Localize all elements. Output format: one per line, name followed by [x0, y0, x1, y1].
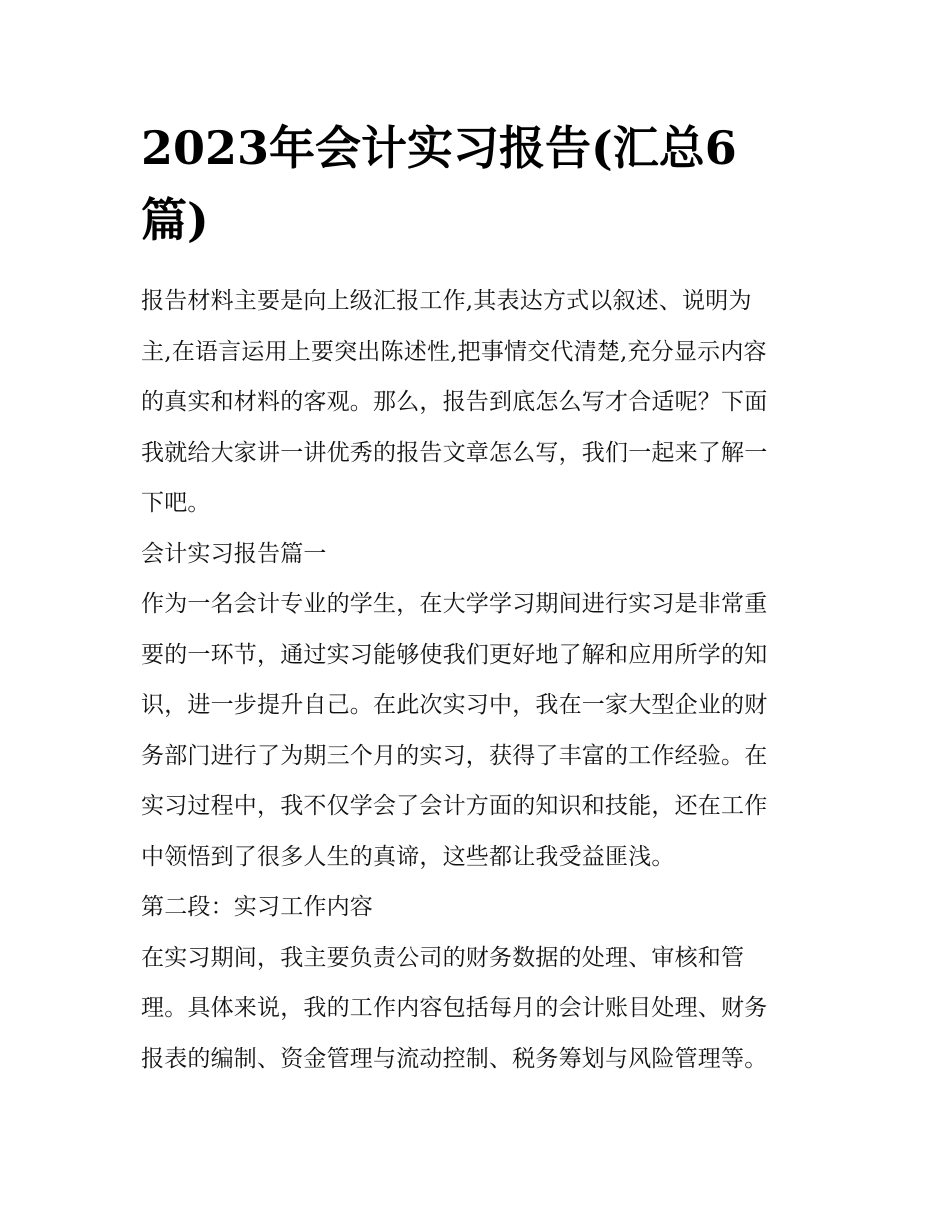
- intro-line-4: 我就给大家讲一讲优秀的报告文章怎么写，我们一起来了解一: [141, 439, 768, 466]
- title-line-1: 2023年会计实习报告(汇总6: [141, 121, 737, 175]
- title-line-2: 篇): [141, 193, 209, 247]
- document-title: [141, 112, 813, 256]
- paragraph-line-9: 报表的编制、资金管理与流动控制、税务筹划与风险管理等。: [141, 1045, 768, 1072]
- paragraph-line-1: 作为一名会计专业的学生，在大学学习期间进行实习是非常重: [141, 591, 768, 617]
- paragraph-line-7: 在实习期间，我主要负责公司的财务数据的处理、审核和管: [141, 944, 745, 971]
- paragraph-line-5: 实习过程中，我不仅学会了会计方面的知识和技能，还在工作: [141, 793, 768, 819]
- intro-line-3: 的真实和材料的客观。那么，报告到底怎么写才合适呢？下面: [141, 389, 768, 415]
- paragraph-line-8: 理。具体来说，我的工作内容包括每月的会计账目处理、财务: [141, 995, 768, 1021]
- section-heading-1: 会计实习报告篇一: [141, 540, 327, 567]
- paragraph-line-6: 中领悟到了很多人生的真谛，这些都让我受益匪浅。: [141, 843, 675, 870]
- intro-line-2: 主,在语言运用上要突出陈述性,把事情交代清楚,充分显示内容: [141, 338, 767, 365]
- paragraph-line-2: 要的一环节，通过实习能够使我们更好地了解和应用所学的知: [141, 641, 768, 668]
- paragraph-line-4: 务部门进行了为期三个月的实习，获得了丰富的工作经验。在: [141, 742, 768, 769]
- section-heading-2: 第二段：实习工作内容: [141, 894, 373, 920]
- intro-line-1: 报告材料主要是向上级汇报工作,其表达方式以叙述、说明为: [141, 288, 752, 314]
- paragraph-line-3: 识，进一步提升自己。在此次实习中，我在一家大型企业的财: [141, 692, 768, 718]
- document-body: [141, 276, 813, 1084]
- intro-line-5: 下吧。: [141, 490, 211, 516]
- document-page: [141, 112, 813, 1084]
